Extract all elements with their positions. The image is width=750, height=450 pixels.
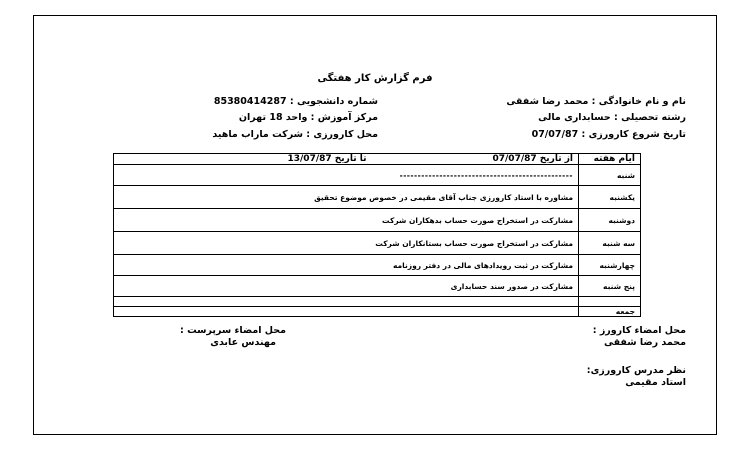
row-activity: ------------------------------------------------ (114, 165, 579, 186)
education-center: مرکز آموزش : واحد 18 تهران (238, 112, 378, 123)
intern-signature-label: محل امضاء کارورز : (592, 325, 686, 336)
row-activity (114, 307, 579, 317)
table-row (114, 165, 641, 186)
row-day: دوشنبه (579, 209, 641, 232)
weekly-schedule-table (113, 153, 641, 317)
student-name: نام و نام خانوادگی : محمد رضا شفقی (506, 96, 686, 107)
row-activity: مشارکت در ثبت رویدادهای مالی در دفتر روزنامه (114, 255, 579, 276)
teacher-comment-label: نظر مدرس کارورزی: (586, 365, 686, 376)
row-activity (114, 297, 579, 307)
table-row (114, 307, 641, 317)
intern-name: محمد رضا شفقی (603, 337, 686, 348)
internship-start-date: تاریخ شروع کارورزی : 07/07/87 (531, 129, 686, 140)
field-of-study: رشته تحصیلی : حسابداری مالی (538, 112, 686, 123)
row-day: یکشنبه (579, 186, 641, 209)
internship-place: محل کارورزی : شرکت ماراب ماهید (212, 129, 378, 140)
row-activity: مشارکت در استخراج صورت حساب بستانکاران شرکت (114, 232, 579, 255)
to-date: تا تاریخ 13/07/87 (114, 154, 407, 165)
table-row (114, 186, 641, 209)
teacher-name: استاد مقیمی (625, 377, 686, 388)
form-page (33, 15, 717, 435)
table-header-row (114, 154, 641, 165)
form-title: فرم گزارش کار هفتگی (317, 73, 433, 84)
row-activity: مشاوره با استاد کارورزی جناب آقای مقیمی در خصوص موضوع تحقیق (114, 186, 579, 209)
table-row (114, 276, 641, 297)
row-activity: مشارکت در استخراج صورت حساب بدهکاران شرکت (114, 209, 579, 232)
day-header: ایام هفته (579, 154, 641, 165)
row-day: پنج شنبه (579, 276, 641, 297)
table-row (114, 209, 641, 232)
table-row (114, 232, 641, 255)
supervisor-name: مهندس عابدی (210, 337, 276, 348)
row-day: جمعه (579, 307, 641, 317)
table-row (114, 255, 641, 276)
table-row (114, 297, 641, 307)
supervisor-signature-label: محل امضاء سرپرست : (180, 325, 286, 336)
row-day: شنبه (579, 165, 641, 186)
from-date: از تاریخ 07/07/87 (407, 154, 579, 165)
row-day: سه شنبه (579, 232, 641, 255)
row-day (579, 297, 641, 307)
row-day: چهارشنبه (579, 255, 641, 276)
row-activity: مشارکت در صدور سند حسابداری (114, 276, 579, 297)
student-number: شماره دانشجویی : 85380414287 (213, 96, 378, 107)
